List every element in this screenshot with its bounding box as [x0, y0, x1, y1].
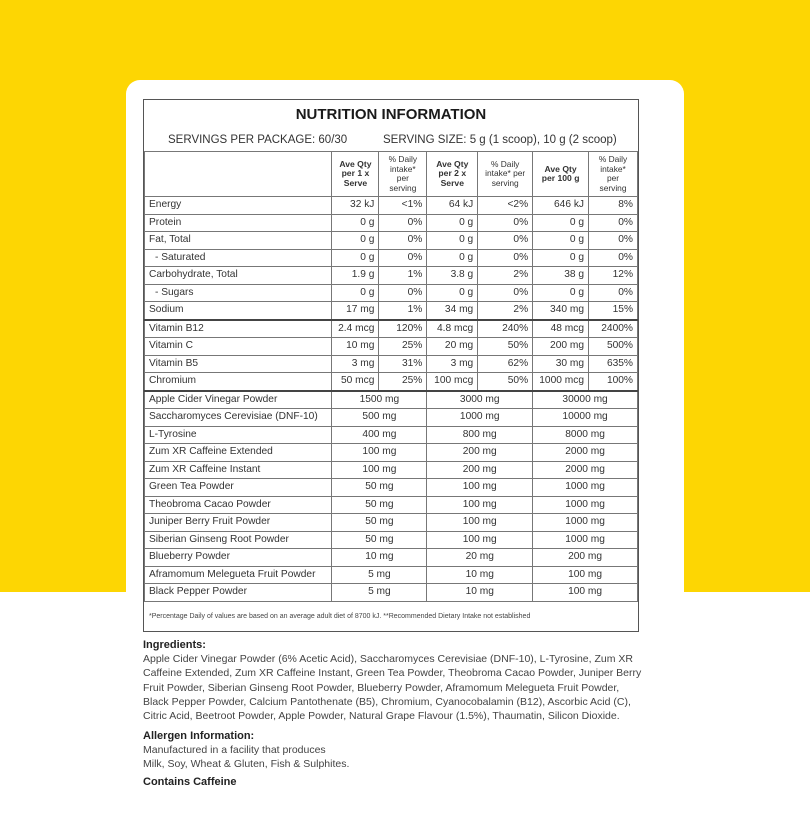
row-label: Theobroma Cacao Powder: [145, 496, 332, 514]
row-label: Zum XR Caffeine Extended: [145, 444, 332, 462]
header-col-4: % Daily intake* per serving: [478, 152, 533, 197]
pct-1-serve: 31%: [379, 355, 427, 373]
pct-1-serve: 1%: [379, 302, 427, 320]
value-2-serve: 0 g: [427, 249, 478, 267]
value-2-serve: 200 mg: [427, 444, 533, 462]
table-row: [145, 373, 638, 391]
value-100g: 2000 mg: [533, 461, 638, 479]
value-2-serve: 0 g: [427, 232, 478, 250]
pct-1-serve: 25%: [379, 338, 427, 356]
value-1-serve: 1.9 g: [332, 267, 379, 285]
value-2-serve: 10 mg: [427, 584, 533, 602]
serving-size: SERVING SIZE: 5 g (1 scoop), 10 g (2 scoop): [383, 134, 617, 146]
row-label: Protein: [145, 214, 332, 232]
table-row: [145, 267, 638, 285]
row-label: Saccharomyces Cerevisiae (DNF-10): [145, 409, 332, 427]
value-2-serve: 100 mg: [427, 496, 533, 514]
value-100g: 1000 mcg: [533, 373, 589, 391]
pct-2-serve: 0%: [478, 284, 533, 302]
value-2-serve: 3.8 g: [427, 267, 478, 285]
header-col-2: % Daily intake* per serving: [379, 152, 427, 197]
table-row: [145, 584, 638, 602]
row-label: Vitamin B12: [145, 320, 332, 338]
pct-100g: 500%: [589, 338, 638, 356]
value-100g: 0 g: [533, 214, 589, 232]
value-1-serve: 50 mg: [332, 479, 427, 497]
panel-title: NUTRITION INFORMATION: [295, 106, 487, 123]
value-100g: 0 g: [533, 284, 589, 302]
value-2-serve: 20 mg: [427, 338, 478, 356]
value-1-serve: 17 mg: [332, 302, 379, 320]
row-label: L-Tyrosine: [145, 426, 332, 444]
pct-2-serve: 2%: [478, 302, 533, 320]
table-row: [145, 409, 638, 427]
value-100g: 200 mg: [533, 549, 638, 567]
pct-2-serve: 50%: [478, 338, 533, 356]
value-1-serve: 5 mg: [332, 566, 427, 584]
value-100g: 1000 mg: [533, 514, 638, 532]
pct-100g: 0%: [589, 284, 638, 302]
value-1-serve: 50 mg: [332, 514, 427, 532]
value-1-serve: 5 mg: [332, 584, 427, 602]
pct-100g: 0%: [589, 232, 638, 250]
contains-section: [143, 775, 643, 789]
table-row: [145, 338, 638, 356]
table-row: [145, 444, 638, 462]
header-col-5: Ave Qty per 100 g: [533, 152, 589, 197]
value-100g: 48 mcg: [533, 320, 589, 338]
footnote: *Percentage Daily of values are based on an average adult diet of 8700 kJ. **Recommended Dietary Intake not established: [149, 613, 531, 620]
row-label: - Saturated: [145, 249, 332, 267]
row-label: Vitamin B5: [145, 355, 332, 373]
pct-2-serve: 50%: [478, 373, 533, 391]
pct-2-serve: 0%: [478, 232, 533, 250]
value-100g: 0 g: [533, 249, 589, 267]
value-100g: 38 g: [533, 267, 589, 285]
row-label: Vitamin C: [145, 338, 332, 356]
value-2-serve: 800 mg: [427, 426, 533, 444]
value-1-serve: 0 g: [332, 232, 379, 250]
allergen-heading: Allergen Information:: [143, 730, 255, 742]
value-100g: 2000 mg: [533, 444, 638, 462]
pct-1-serve: 1%: [379, 267, 427, 285]
value-2-serve: 100 mg: [427, 479, 533, 497]
servings-per-package: SERVINGS PER PACKAGE: 60/30: [168, 134, 348, 146]
pct-100g: 100%: [589, 373, 638, 391]
row-label: Siberian Ginseng Root Powder: [145, 531, 332, 549]
contains-caffeine: Contains Caffeine: [143, 776, 237, 788]
value-2-serve: 20 mg: [427, 549, 533, 567]
value-1-serve: 100 mg: [332, 461, 427, 479]
pct-100g: 0%: [589, 249, 638, 267]
value-2-serve: 34 mg: [427, 302, 478, 320]
pct-100g: 635%: [589, 355, 638, 373]
value-1-serve: 10 mg: [332, 338, 379, 356]
table-row: [145, 496, 638, 514]
nutrient-rows: [145, 197, 638, 602]
value-2-serve: 4.8 mcg: [427, 320, 478, 338]
value-2-serve: 200 mg: [427, 461, 533, 479]
row-label: Blueberry Powder: [145, 549, 332, 567]
value-1-serve: 50 mg: [332, 496, 427, 514]
table-row: [145, 355, 638, 373]
table-row: [145, 214, 638, 232]
value-100g: 10000 mg: [533, 409, 638, 427]
table-row: [145, 514, 638, 532]
table-row: [145, 531, 638, 549]
table-row: [145, 461, 638, 479]
header-col-3: Ave Qty per 2 x Serve: [427, 152, 478, 197]
value-100g: 200 mg: [533, 338, 589, 356]
value-100g: 100 mg: [533, 566, 638, 584]
pct-2-serve: 240%: [478, 320, 533, 338]
value-1-serve: 100 mg: [332, 444, 427, 462]
header-blank: [145, 152, 332, 197]
value-100g: 30000 mg: [533, 391, 638, 409]
table-header-row: [145, 152, 638, 197]
value-100g: 1000 mg: [533, 479, 638, 497]
pct-2-serve: 2%: [478, 267, 533, 285]
pct-2-serve: 0%: [478, 249, 533, 267]
header-col-1: Ave Qty per 1 x Serve: [332, 152, 379, 197]
value-1-serve: 0 g: [332, 214, 379, 232]
row-label: Apple Cider Vinegar Powder: [145, 391, 332, 409]
value-1-serve: 50 mg: [332, 531, 427, 549]
table-row: [145, 197, 638, 215]
value-2-serve: 0 g: [427, 214, 478, 232]
row-label: Chromium: [145, 373, 332, 391]
pct-2-serve: 0%: [478, 214, 533, 232]
value-1-serve: 32 kJ: [332, 197, 379, 215]
table-row: [145, 284, 638, 302]
value-2-serve: 100 mg: [427, 514, 533, 532]
table-row: [145, 302, 638, 320]
pct-100g: 15%: [589, 302, 638, 320]
value-100g: 1000 mg: [533, 531, 638, 549]
value-2-serve: 3 mg: [427, 355, 478, 373]
pct-100g: 2400%: [589, 320, 638, 338]
value-100g: 646 kJ: [533, 197, 589, 215]
pct-1-serve: 120%: [379, 320, 427, 338]
ingredients-heading: Ingredients:: [143, 639, 206, 651]
row-label: Sodium: [145, 302, 332, 320]
value-100g: 100 mg: [533, 584, 638, 602]
pct-1-serve: 0%: [379, 232, 427, 250]
pct-1-serve: <1%: [379, 197, 427, 215]
nutrition-panel: [143, 99, 639, 632]
row-label: Fat, Total: [145, 232, 332, 250]
table-row: [145, 566, 638, 584]
value-1-serve: 1500 mg: [332, 391, 427, 409]
value-1-serve: 0 g: [332, 249, 379, 267]
row-label: Aframomum Melegueta Fruit Powder: [145, 566, 332, 584]
row-label: Energy: [145, 197, 332, 215]
table-row: [145, 391, 638, 409]
ingredients-text: Apple Cider Vinegar Powder (6% Acetic Acid), Saccharomyces Cerevisiae (DNF-10), L-Tyrosine, Zum XR Caffeine Extended, Zum XR Caffeine Instant, Green Tea Powder, Theobroma Cacao Powder, Juniper Berry Fruit Powder, Siberian Ginseng Root Powder, Blueberry Powder, Aframomum Melegueta Fruit Powder, Black Pepper Powder, Calcium Pantothenate (B5), Chromium, Cyanocobalamin (B12), Ascorbic Acid (C), Citric Acid, Beetroot Powder, Apple Powder, Natural Grape Flavour (1.5%), Thaumatin, Silicon Dioxide.: [143, 653, 642, 723]
value-1-serve: 50 mcg: [332, 373, 379, 391]
value-2-serve: 100 mg: [427, 531, 533, 549]
value-100g: 0 g: [533, 232, 589, 250]
pct-2-serve: 62%: [478, 355, 533, 373]
table-row: [145, 232, 638, 250]
pct-1-serve: 0%: [379, 249, 427, 267]
value-1-serve: 10 mg: [332, 549, 427, 567]
value-100g: 1000 mg: [533, 496, 638, 514]
nutrition-table: [144, 151, 638, 602]
allergen-section: [143, 729, 643, 772]
table-row: [145, 320, 638, 338]
value-2-serve: 100 mcg: [427, 373, 478, 391]
pct-100g: 0%: [589, 214, 638, 232]
pct-1-serve: 0%: [379, 284, 427, 302]
table-row: [145, 479, 638, 497]
table-row: [145, 249, 638, 267]
value-100g: 340 mg: [533, 302, 589, 320]
pct-100g: 12%: [589, 267, 638, 285]
ingredients-section: [143, 638, 643, 723]
pct-2-serve: <2%: [478, 197, 533, 215]
row-label: Juniper Berry Fruit Powder: [145, 514, 332, 532]
table-row: [145, 426, 638, 444]
allergen-line-1: Manufactured in a facility that produces: [143, 744, 326, 757]
row-label: Black Pepper Powder: [145, 584, 332, 602]
value-1-serve: 3 mg: [332, 355, 379, 373]
value-1-serve: 2.4 mcg: [332, 320, 379, 338]
row-label: Green Tea Powder: [145, 479, 332, 497]
header-col-6: % Daily intake* per serving: [589, 152, 638, 197]
value-2-serve: 10 mg: [427, 566, 533, 584]
pct-100g: 8%: [589, 197, 638, 215]
value-100g: 8000 mg: [533, 426, 638, 444]
value-2-serve: 3000 mg: [427, 391, 533, 409]
pct-1-serve: 25%: [379, 373, 427, 391]
table-row: [145, 549, 638, 567]
row-label: - Sugars: [145, 284, 332, 302]
row-label: Zum XR Caffeine Instant: [145, 461, 332, 479]
value-1-serve: 400 mg: [332, 426, 427, 444]
row-label: Carbohydrate, Total: [145, 267, 332, 285]
value-100g: 30 mg: [533, 355, 589, 373]
allergen-line-2: Milk, Soy, Wheat & Gluten, Fish & Sulphites.: [143, 758, 350, 771]
value-2-serve: 0 g: [427, 284, 478, 302]
value-1-serve: 500 mg: [332, 409, 427, 427]
value-2-serve: 64 kJ: [427, 197, 478, 215]
value-1-serve: 0 g: [332, 284, 379, 302]
value-2-serve: 1000 mg: [427, 409, 533, 427]
pct-1-serve: 0%: [379, 214, 427, 232]
